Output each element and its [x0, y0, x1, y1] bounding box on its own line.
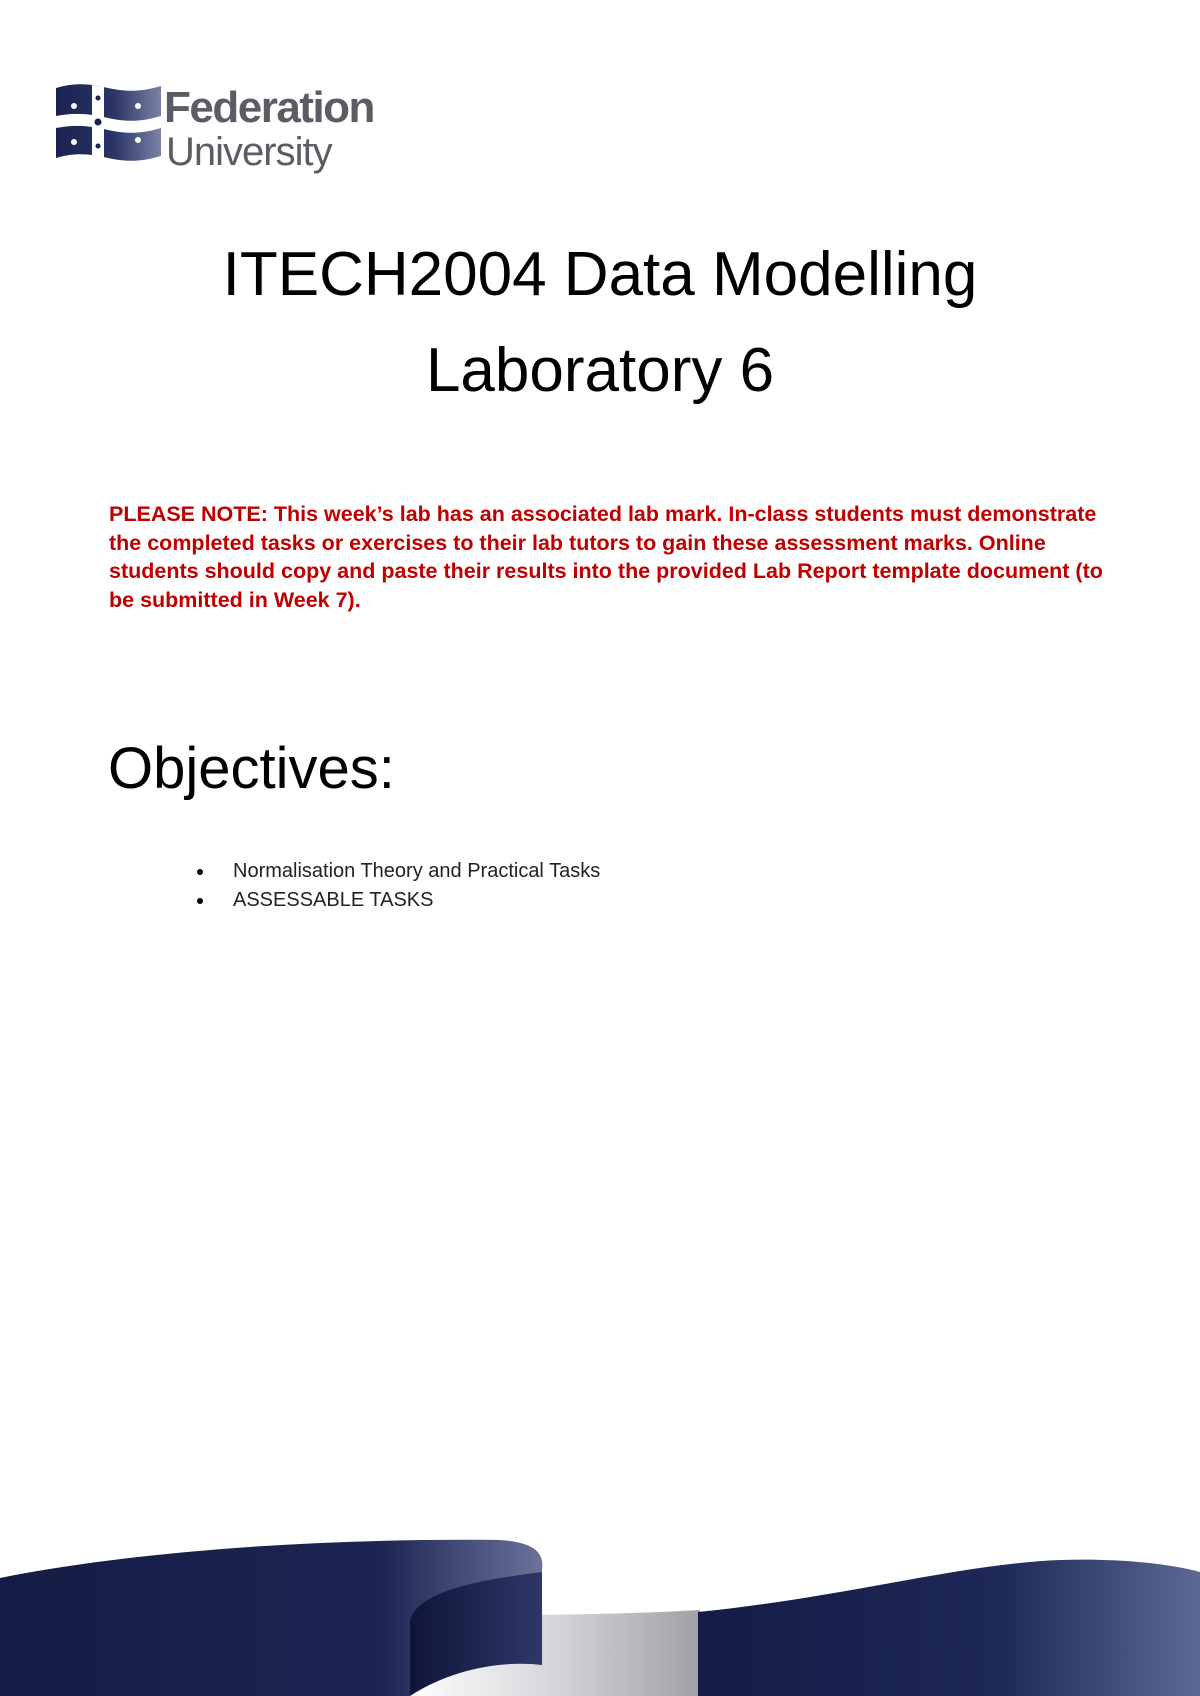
list-item — [195, 857, 600, 886]
footer-banner-graphic — [0, 1520, 1200, 1696]
objective-text: ASSESSABLE TASKS — [233, 889, 434, 911]
logo-wordmark-university: University — [166, 130, 332, 174]
bullet-icon — [197, 898, 203, 904]
objectives-list — [195, 857, 600, 915]
objectives-heading: Objectives: — [108, 736, 395, 801]
document-title: ITECH2004 Data Modelling — [222, 240, 978, 309]
flag-logo-icon — [56, 82, 161, 170]
logo-wordmark-federation: Federation — [164, 83, 374, 132]
lab-mark-notice: PLEASE NOTE: This week’s lab has an associated lab mark. In-class students must demonstrate the completed tasks or exercises to their lab tutors to gain these assessment marks. Online students should copy and paste their results into the provided Lab Report template document (to be submitted in Week 7). — [109, 502, 1103, 612]
list-item — [195, 886, 600, 915]
university-logo — [56, 82, 416, 182]
objective-text: Normalisation Theory and Practical Tasks — [233, 860, 601, 882]
bullet-icon — [197, 869, 203, 875]
document-subtitle: Laboratory 6 — [425, 336, 775, 405]
